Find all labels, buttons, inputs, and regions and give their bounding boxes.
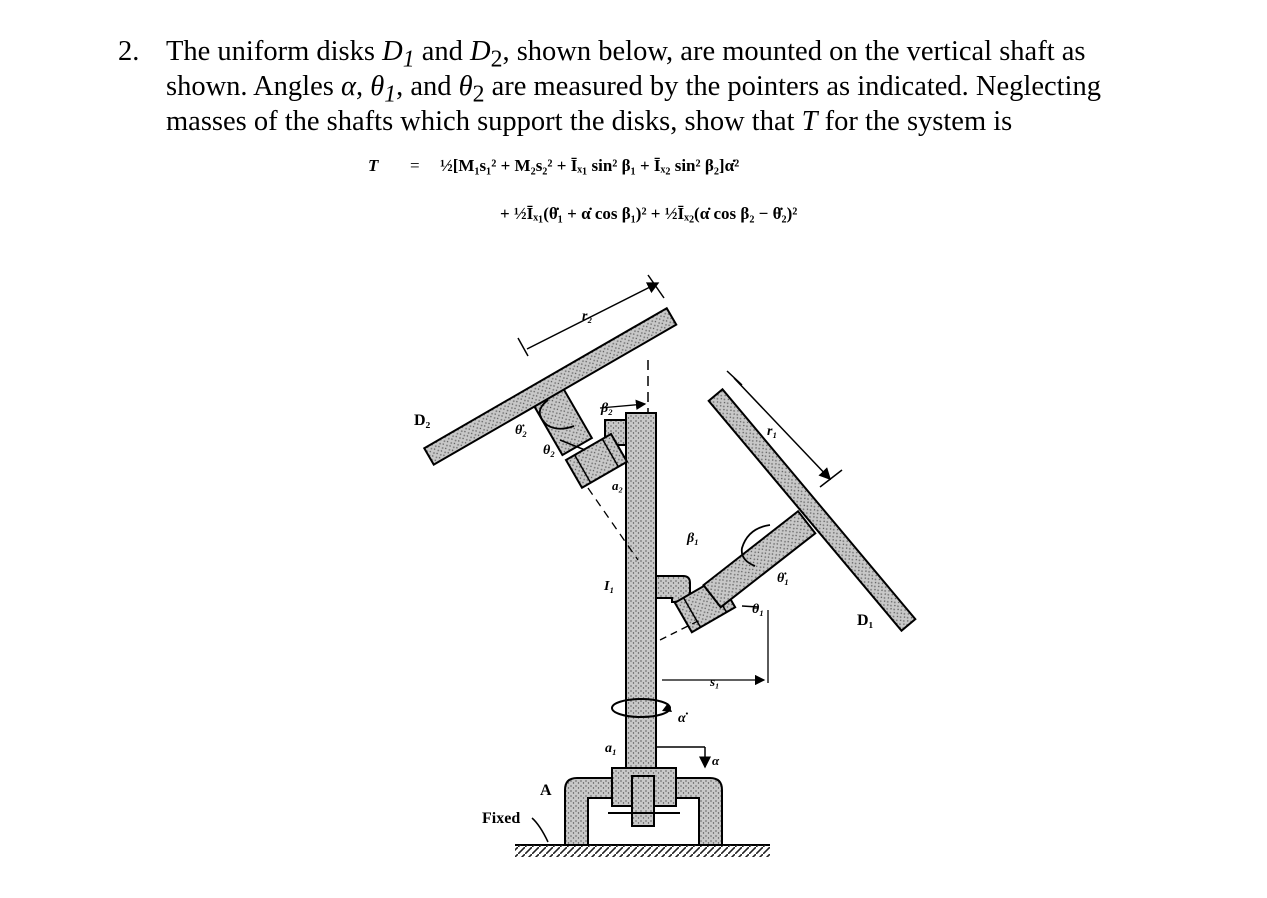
alpha-pointer (656, 747, 705, 767)
label-beta1: β₁ (687, 531, 700, 546)
d2-subscript: 2 (490, 46, 503, 73)
label-theta2dot: θ̇₂ (515, 423, 528, 438)
label-a2: a₂ (612, 478, 624, 493)
label-a: A (540, 782, 552, 799)
ground-hatch (515, 845, 770, 857)
text-segment: shown. Angles (166, 71, 341, 102)
d1-subscript: 1 (402, 46, 415, 73)
label-d2: D₂ (414, 412, 431, 429)
problem-number: 2. (118, 36, 140, 67)
label-r2: r₂ (582, 309, 593, 324)
label-fixed: Fixed (482, 810, 521, 827)
label-a1: a₁ (605, 741, 617, 756)
label-alpha: α (712, 753, 720, 768)
theta1-subscript: 1 (384, 81, 397, 108)
t-symbol: T (801, 106, 818, 137)
label-i1: I₁ (604, 579, 615, 594)
label-theta1dot: θ̇₁ (777, 571, 790, 586)
vertical-shaft (626, 413, 656, 768)
text-segment: masses of the shafts which support the disks, show that (166, 106, 802, 137)
label-theta2: θ₂ (543, 443, 556, 458)
fixed-leader-line (532, 818, 548, 842)
text-segment: and (414, 36, 470, 67)
equation-equals: = (410, 156, 420, 175)
equation-line-2: + ½Īₓ₁(θ̇₁ + α̇ cos β₁)² + ½Īₓ₂(α̇ cos β₂ − θ̇₂)² (500, 204, 798, 223)
theta2-subscript: 2 (472, 81, 485, 108)
text-segment: for the system is (817, 106, 1013, 137)
d2-symbol: D (469, 36, 491, 67)
equation-line-1: ½[M₁s₁² + M₂s₂² + Īₓ₁ sin² β₁ + Īₓ₂ sin² β₂]α̇² (440, 156, 740, 175)
label-beta2: β₂ (601, 401, 614, 416)
label-alphadot: α̇ (678, 711, 686, 726)
text-segment: , and (396, 71, 459, 102)
text-segment: The uniform disks (166, 36, 383, 67)
disk-d1-assembly (656, 371, 915, 683)
label-theta1: θ₁ (752, 602, 765, 617)
theta2-symbol: θ (458, 71, 473, 102)
disk-d1 (709, 389, 916, 630)
theta1-symbol: θ (370, 71, 385, 102)
label-s1: s₁ (710, 674, 720, 689)
equation-lhs: T (368, 156, 379, 175)
label-r1: r₁ (767, 424, 778, 439)
text-segment: , shown below, are mounted on the vertical shaft as (502, 36, 1086, 67)
base-bracket (565, 768, 722, 845)
text-segment: , (355, 71, 371, 102)
label-d1: D₁ (857, 612, 874, 629)
text-segment: are measured by the pointers as indicated. Neglecting (484, 71, 1101, 102)
d1-symbol: D (382, 36, 403, 67)
alpha-symbol: α (340, 71, 356, 102)
